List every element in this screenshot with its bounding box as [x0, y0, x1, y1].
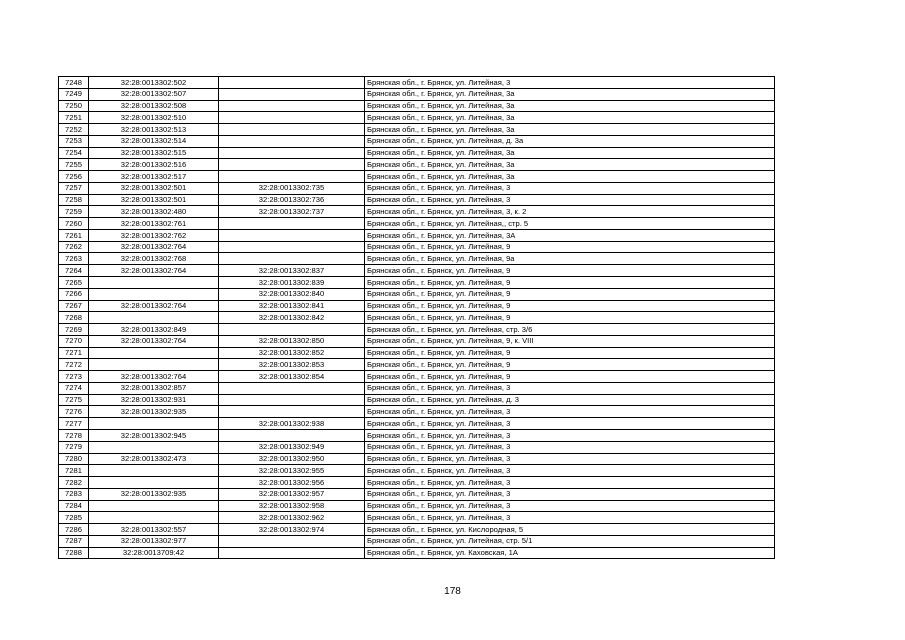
row-number-cell: 7270 [59, 335, 89, 347]
table-row [59, 335, 775, 347]
row-number-cell: 7266 [59, 288, 89, 300]
cadastral-number-cell [89, 512, 219, 524]
address-cell: Брянская обл., г. Брянск, ул. Литейная, 9 [365, 288, 775, 300]
table-row [59, 124, 775, 136]
sub-object-number-cell [219, 171, 365, 183]
row-number-cell: 7261 [59, 229, 89, 241]
sub-object-number-cell [219, 124, 365, 136]
sub-object-number-cell [219, 100, 365, 112]
address-cell: Брянская обл., г. Брянск, ул. Литейная, 3А [365, 229, 775, 241]
table-row [59, 359, 775, 371]
address-cell: Брянская обл., г. Брянск, ул. Литейная, д. 3а [365, 135, 775, 147]
address-cell: Брянская обл., г. Брянск, ул. Литейная, 3 [365, 465, 775, 477]
table-row [59, 288, 775, 300]
sub-object-number-cell: 32:28:0013302:974 [219, 524, 365, 536]
cadastral-number-cell [89, 500, 219, 512]
address-cell: Брянская обл., г. Брянск, ул. Литейная, 3 [365, 406, 775, 418]
table-row [59, 218, 775, 230]
sub-object-number-cell [219, 429, 365, 441]
cadastral-number-cell: 32:28:0013302:761 [89, 218, 219, 230]
cadastral-number-cell: 32:28:0013302:513 [89, 124, 219, 136]
table-row [59, 453, 775, 465]
cadastral-number-cell: 32:28:0013302:510 [89, 112, 219, 124]
address-cell: Брянская обл., г. Брянск, ул. Литейная, 9 [365, 265, 775, 277]
cadastral-number-cell: 32:28:0013302:764 [89, 371, 219, 383]
address-cell: Брянская обл., г. Брянск, ул. Литейная, 3а [365, 100, 775, 112]
address-cell: Брянская обл., г. Брянск, ул. Литейная, 3а [365, 159, 775, 171]
sub-object-number-cell: 32:28:0013302:837 [219, 265, 365, 277]
address-cell: Брянская обл., г. Брянск, ул. Литейная, 3 [365, 429, 775, 441]
address-cell: Брянская обл., г. Брянск, ул. Литейная, 3 [365, 488, 775, 500]
cadastral-number-cell: 32:28:0013709:42 [89, 547, 219, 559]
cadastral-number-cell: 32:28:0013302:931 [89, 394, 219, 406]
table-row [59, 347, 775, 359]
cadastral-number-cell: 32:28:0013302:517 [89, 171, 219, 183]
row-number-cell: 7279 [59, 441, 89, 453]
cadastral-number-cell: 32:28:0013302:935 [89, 406, 219, 418]
sub-object-number-cell: 32:28:0013302:950 [219, 453, 365, 465]
sub-object-number-cell: 32:28:0013302:956 [219, 477, 365, 489]
table-row [59, 100, 775, 112]
cadastral-number-cell: 32:28:0013302:557 [89, 524, 219, 536]
table-row [59, 500, 775, 512]
address-cell: Брянская обл., г. Брянск, ул. Литейная, 9 [365, 371, 775, 383]
cadastral-number-cell: 32:28:0013302:977 [89, 535, 219, 547]
address-cell: Брянская обл., г. Брянск, ул. Литейная, стр. 5/1 [365, 535, 775, 547]
sub-object-number-cell: 32:28:0013302:735 [219, 182, 365, 194]
row-number-cell: 7280 [59, 453, 89, 465]
address-cell: Брянская обл., г. Брянск, ул. Литейная, 3 [365, 453, 775, 465]
sub-object-number-cell: 32:28:0013302:853 [219, 359, 365, 371]
table-row [59, 253, 775, 265]
row-number-cell: 7259 [59, 206, 89, 218]
table-row [59, 371, 775, 383]
sub-object-number-cell [219, 147, 365, 159]
table-row [59, 547, 775, 559]
address-cell: Брянская обл., г. Брянск, ул. Каховская, 1А [365, 547, 775, 559]
table-row [59, 429, 775, 441]
row-number-cell: 7258 [59, 194, 89, 206]
table-row [59, 147, 775, 159]
cadastral-number-cell: 32:28:0013302:849 [89, 324, 219, 336]
cadastral-number-cell: 32:28:0013302:762 [89, 229, 219, 241]
sub-object-number-cell: 32:28:0013302:842 [219, 312, 365, 324]
sub-object-number-cell [219, 406, 365, 418]
sub-object-number-cell: 32:28:0013302:949 [219, 441, 365, 453]
cadastral-number-cell: 32:28:0013302:516 [89, 159, 219, 171]
table-row [59, 182, 775, 194]
cadastral-number-cell: 32:28:0013302:764 [89, 335, 219, 347]
cadastral-number-cell: 32:28:0013302:507 [89, 88, 219, 100]
sub-object-number-cell [219, 253, 365, 265]
table-row [59, 512, 775, 524]
table-row [59, 206, 775, 218]
sub-object-number-cell: 32:28:0013302:962 [219, 512, 365, 524]
row-number-cell: 7285 [59, 512, 89, 524]
cadastral-number-cell: 32:28:0013302:501 [89, 194, 219, 206]
table-row [59, 418, 775, 430]
cadastral-number-cell: 32:28:0013302:501 [89, 182, 219, 194]
address-cell: Брянская обл., г. Брянск, ул. Литейная, 9 [365, 300, 775, 312]
address-cell: Брянская обл., г. Брянск, ул. Литейная, 3 [365, 477, 775, 489]
table-row [59, 194, 775, 206]
address-cell: Брянская обл., г. Брянск, ул. Литейная, 3а [365, 147, 775, 159]
address-cell: Брянская обл., г. Брянск, ул. Литейная, 3 [365, 77, 775, 89]
row-number-cell: 7288 [59, 547, 89, 559]
table-row [59, 394, 775, 406]
registry-table [58, 76, 775, 559]
row-number-cell: 7277 [59, 418, 89, 430]
registry-table-body [59, 77, 775, 559]
row-number-cell: 7269 [59, 324, 89, 336]
address-cell: Брянская обл., г. Брянск, ул. Литейная, 9, к. VIII [365, 335, 775, 347]
row-number-cell: 7278 [59, 429, 89, 441]
cadastral-number-cell: 32:28:0013302:764 [89, 265, 219, 277]
address-cell: Брянская обл., г. Брянск, ул. Литейная, 3 [365, 182, 775, 194]
cadastral-number-cell: 32:28:0013302:945 [89, 429, 219, 441]
address-cell: Брянская обл., г. Брянск, ул. Литейная, 3 [365, 512, 775, 524]
cadastral-number-cell: 32:28:0013302:857 [89, 382, 219, 394]
sub-object-number-cell: 32:28:0013302:839 [219, 277, 365, 289]
cadastral-number-cell [89, 288, 219, 300]
cadastral-number-cell: 32:28:0013302:514 [89, 135, 219, 147]
cadastral-number-cell [89, 418, 219, 430]
sub-object-number-cell [219, 229, 365, 241]
sub-object-number-cell: 32:28:0013302:736 [219, 194, 365, 206]
row-number-cell: 7255 [59, 159, 89, 171]
row-number-cell: 7257 [59, 182, 89, 194]
table-row [59, 324, 775, 336]
row-number-cell: 7265 [59, 277, 89, 289]
address-cell: Брянская обл., г. Брянск, ул. Литейная, 9 [365, 241, 775, 253]
cadastral-number-cell [89, 277, 219, 289]
address-cell: Брянская обл., г. Брянск, ул. Литейная, 3а [365, 88, 775, 100]
table-row [59, 229, 775, 241]
row-number-cell: 7276 [59, 406, 89, 418]
address-cell: Брянская обл., г. Брянск, ул. Литейная, 9 [365, 277, 775, 289]
address-cell: Брянская обл., г. Брянск, ул. Литейная, 3 [365, 500, 775, 512]
row-number-cell: 7254 [59, 147, 89, 159]
cadastral-number-cell: 32:28:0013302:764 [89, 241, 219, 253]
sub-object-number-cell [219, 218, 365, 230]
sub-object-number-cell [219, 547, 365, 559]
table-row [59, 312, 775, 324]
cadastral-number-cell: 32:28:0013302:768 [89, 253, 219, 265]
sub-object-number-cell: 32:28:0013302:957 [219, 488, 365, 500]
sub-object-number-cell: 32:28:0013302:955 [219, 465, 365, 477]
sub-object-number-cell: 32:28:0013302:852 [219, 347, 365, 359]
table-row [59, 441, 775, 453]
cadastral-number-cell [89, 465, 219, 477]
sub-object-number-cell [219, 324, 365, 336]
table-row [59, 159, 775, 171]
row-number-cell: 7250 [59, 100, 89, 112]
row-number-cell: 7249 [59, 88, 89, 100]
sub-object-number-cell [219, 77, 365, 89]
sub-object-number-cell: 32:28:0013302:850 [219, 335, 365, 347]
cadastral-number-cell: 32:28:0013302:764 [89, 300, 219, 312]
row-number-cell: 7272 [59, 359, 89, 371]
sub-object-number-cell [219, 159, 365, 171]
sub-object-number-cell [219, 135, 365, 147]
table-row [59, 488, 775, 500]
address-cell: Брянская обл., г. Брянск, ул. Литейная, 3 [365, 194, 775, 206]
cadastral-number-cell: 32:28:0013302:508 [89, 100, 219, 112]
address-cell: Брянская обл., г. Брянск, ул. Литейная,, стр. 5 [365, 218, 775, 230]
row-number-cell: 7252 [59, 124, 89, 136]
address-cell: Брянская обл., г. Брянск, ул. Литейная, 3а [365, 124, 775, 136]
table-row [59, 265, 775, 277]
sub-object-number-cell [219, 88, 365, 100]
address-cell: Брянская обл., г. Брянск, ул. Литейная, стр. 3/6 [365, 324, 775, 336]
table-row [59, 112, 775, 124]
cadastral-number-cell: 32:28:0013302:515 [89, 147, 219, 159]
address-cell: Брянская обл., г. Брянск, ул. Литейная, д. 3 [365, 394, 775, 406]
row-number-cell: 7287 [59, 535, 89, 547]
table-row [59, 171, 775, 183]
sub-object-number-cell: 32:28:0013302:938 [219, 418, 365, 430]
cadastral-number-cell [89, 359, 219, 371]
row-number-cell: 7283 [59, 488, 89, 500]
address-cell: Брянская обл., г. Брянск, ул. Литейная, 3а [365, 112, 775, 124]
sub-object-number-cell: 32:28:0013302:841 [219, 300, 365, 312]
row-number-cell: 7267 [59, 300, 89, 312]
row-number-cell: 7260 [59, 218, 89, 230]
cadastral-number-cell [89, 347, 219, 359]
address-cell: Брянская обл., г. Брянск, ул. Литейная, 9 [365, 312, 775, 324]
sub-object-number-cell: 32:28:0013302:737 [219, 206, 365, 218]
address-cell: Брянская обл., г. Брянск, ул. Литейная, 9 [365, 359, 775, 371]
row-number-cell: 7264 [59, 265, 89, 277]
row-number-cell: 7281 [59, 465, 89, 477]
row-number-cell: 7271 [59, 347, 89, 359]
address-cell: Брянская обл., г. Брянск, ул. Литейная, 3а [365, 171, 775, 183]
table-row [59, 241, 775, 253]
table-row [59, 524, 775, 536]
address-cell: Брянская обл., г. Брянск, ул. Литейная, 9 [365, 347, 775, 359]
sub-object-number-cell [219, 112, 365, 124]
cadastral-number-cell: 32:28:0013302:502 [89, 77, 219, 89]
row-number-cell: 7263 [59, 253, 89, 265]
row-number-cell: 7248 [59, 77, 89, 89]
cadastral-number-cell: 32:28:0013302:935 [89, 488, 219, 500]
row-number-cell: 7282 [59, 477, 89, 489]
table-row [59, 77, 775, 89]
table-row [59, 382, 775, 394]
row-number-cell: 7273 [59, 371, 89, 383]
row-number-cell: 7275 [59, 394, 89, 406]
row-number-cell: 7286 [59, 524, 89, 536]
row-number-cell: 7251 [59, 112, 89, 124]
row-number-cell: 7268 [59, 312, 89, 324]
sub-object-number-cell [219, 535, 365, 547]
cadastral-number-cell [89, 312, 219, 324]
address-cell: Брянская обл., г. Брянск, ул. Литейная, 9а [365, 253, 775, 265]
table-row [59, 277, 775, 289]
table-row [59, 300, 775, 312]
cadastral-number-cell [89, 477, 219, 489]
sub-object-number-cell [219, 394, 365, 406]
address-cell: Брянская обл., г. Брянск, ул. Литейная, 3 [365, 418, 775, 430]
page-number: 178 [444, 586, 461, 597]
sub-object-number-cell: 32:28:0013302:958 [219, 500, 365, 512]
address-cell: Брянская обл., г. Брянск, ул. Литейная, 3 [365, 382, 775, 394]
cadastral-number-cell: 32:28:0013302:473 [89, 453, 219, 465]
sub-object-number-cell: 32:28:0013302:840 [219, 288, 365, 300]
row-number-cell: 7253 [59, 135, 89, 147]
row-number-cell: 7262 [59, 241, 89, 253]
sub-object-number-cell [219, 241, 365, 253]
cadastral-number-cell [89, 441, 219, 453]
table-row [59, 465, 775, 477]
sub-object-number-cell: 32:28:0013302:854 [219, 371, 365, 383]
table-row [59, 135, 775, 147]
row-number-cell: 7256 [59, 171, 89, 183]
address-cell: Брянская обл., г. Брянск, ул. Кислородная, 5 [365, 524, 775, 536]
table-row [59, 88, 775, 100]
address-cell: Брянская обл., г. Брянск, ул. Литейная, 3 [365, 441, 775, 453]
table-row [59, 477, 775, 489]
cadastral-number-cell: 32:28:0013302:480 [89, 206, 219, 218]
table-row [59, 406, 775, 418]
address-cell: Брянская обл., г. Брянск, ул. Литейная, 3, к. 2 [365, 206, 775, 218]
row-number-cell: 7274 [59, 382, 89, 394]
table-row [59, 535, 775, 547]
row-number-cell: 7284 [59, 500, 89, 512]
sub-object-number-cell [219, 382, 365, 394]
